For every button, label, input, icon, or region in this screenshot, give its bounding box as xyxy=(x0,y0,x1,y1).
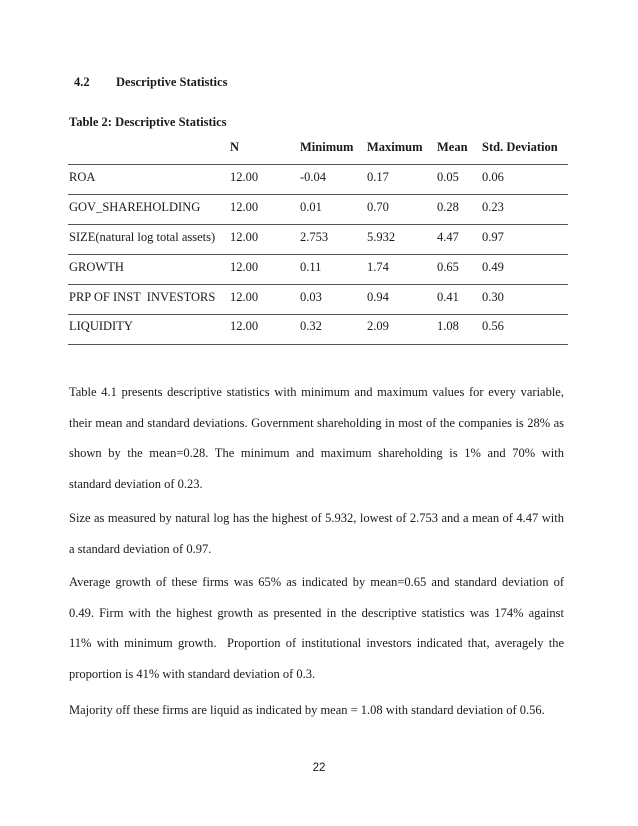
paragraph-line: proportion is 41% with standard deviation of 0.3. xyxy=(69,666,316,681)
table-cell: 0.01 xyxy=(300,200,322,214)
table-cell: LIQUIDITY xyxy=(69,319,133,333)
page-number: 22 xyxy=(312,762,326,774)
table-cell: 12.00 xyxy=(230,319,259,333)
header-cell: Mean xyxy=(437,140,468,154)
paragraph-line: Average growth of these firms was 65% as indicated by mean=0.65 and standard deviation of xyxy=(69,575,564,589)
table-cell: 0.11 xyxy=(300,260,322,274)
table-cell: 1.74 xyxy=(367,260,389,274)
table-rule xyxy=(68,224,568,225)
paragraph-line: a standard deviation of 0.97. xyxy=(69,541,212,556)
header-cell: Maximum xyxy=(367,140,423,154)
paragraph-line: Table 4.1 presents descriptive statistics with minimum and maximum values for every variable, xyxy=(69,385,564,399)
table-cell: 0.56 xyxy=(482,319,504,333)
section-title: Descriptive Statistics xyxy=(116,75,228,89)
table-cell: 0.05 xyxy=(437,170,459,184)
table-cell: 0.32 xyxy=(300,319,322,333)
paragraph-line: standard deviation of 0.23. xyxy=(69,476,203,491)
paragraph-line: 0.49. Firm with the highest growth as presented in the descriptive statistics was 174% against xyxy=(69,605,564,620)
table-cell: 0.30 xyxy=(482,290,504,304)
table-cell: 2.753 xyxy=(300,230,329,244)
section-number: 4.2 xyxy=(74,75,90,89)
table-cell: 0.03 xyxy=(300,290,322,304)
paragraph-line: shown by the mean=0.28. The minimum and maximum shareholding is 1% and 70% with xyxy=(69,446,564,460)
paragraph-line: Majority off these firms are liquid as indicated by mean = 1.08 with standard deviation of 0.56. xyxy=(69,703,545,717)
table-cell: 0.49 xyxy=(482,260,504,274)
table-cell: 12.00 xyxy=(230,260,259,274)
table-cell: SIZE(natural log total assets) xyxy=(69,230,216,244)
table-cell: 12.00 xyxy=(230,230,259,244)
paragraph-size xyxy=(69,503,564,564)
table-cell: 0.94 xyxy=(367,290,389,304)
paragraph-growth xyxy=(69,567,564,689)
table-cell: 0.17 xyxy=(367,170,389,184)
table-cell: 0.23 xyxy=(482,200,504,214)
table-rule xyxy=(68,254,568,255)
table-cell: 2.09 xyxy=(367,319,389,333)
table-cell: 0.28 xyxy=(437,200,459,214)
table-cell: 0.70 xyxy=(367,200,389,214)
table-cell: 4.47 xyxy=(437,230,459,244)
table-cell: 12.00 xyxy=(230,290,259,304)
paragraph-line: Size as measured by natural log has the highest of 5.932, lowest of 2.753 and a mean of 4.47 with xyxy=(69,511,564,525)
table-caption: Table 2: Descriptive Statistics xyxy=(69,115,227,129)
table-rule xyxy=(68,284,568,285)
table-cell: 1.08 xyxy=(437,319,459,333)
table-cell: 0.65 xyxy=(437,260,459,274)
paragraph-liquidity xyxy=(69,695,564,726)
paragraph-line: 11% with minimum growth. Proportion of institutional investors indicated that, averagely the xyxy=(69,636,564,650)
table-cell: GOV_SHAREHOLDING xyxy=(69,200,201,214)
table-cell: 0.41 xyxy=(437,290,459,304)
paragraph-table-summary xyxy=(69,377,564,499)
table-cell: 0.06 xyxy=(482,170,504,184)
table-cell: 0.97 xyxy=(482,230,504,244)
table-cell: ROA xyxy=(69,170,96,184)
section-heading xyxy=(74,75,227,90)
table-cell: GROWTH xyxy=(69,260,124,274)
table-cell: 12.00 xyxy=(230,200,259,214)
table-rule xyxy=(68,194,568,195)
header-cell: Minimum xyxy=(300,140,354,154)
table-rule xyxy=(68,344,568,345)
paragraph-line: their mean and standard deviations. Government shareholding in most of the companies is 28% as xyxy=(69,415,564,430)
table-cell: 12.00 xyxy=(230,170,259,184)
table-cell: -0.04 xyxy=(300,170,327,184)
table-cell: PRP OF INST INVESTORS xyxy=(69,290,216,304)
table-rule xyxy=(68,164,568,165)
table-rule xyxy=(68,314,568,315)
header-cell: N xyxy=(230,140,240,154)
table-cell: 5.932 xyxy=(367,230,396,244)
header-cell: Std. Deviation xyxy=(482,140,558,154)
